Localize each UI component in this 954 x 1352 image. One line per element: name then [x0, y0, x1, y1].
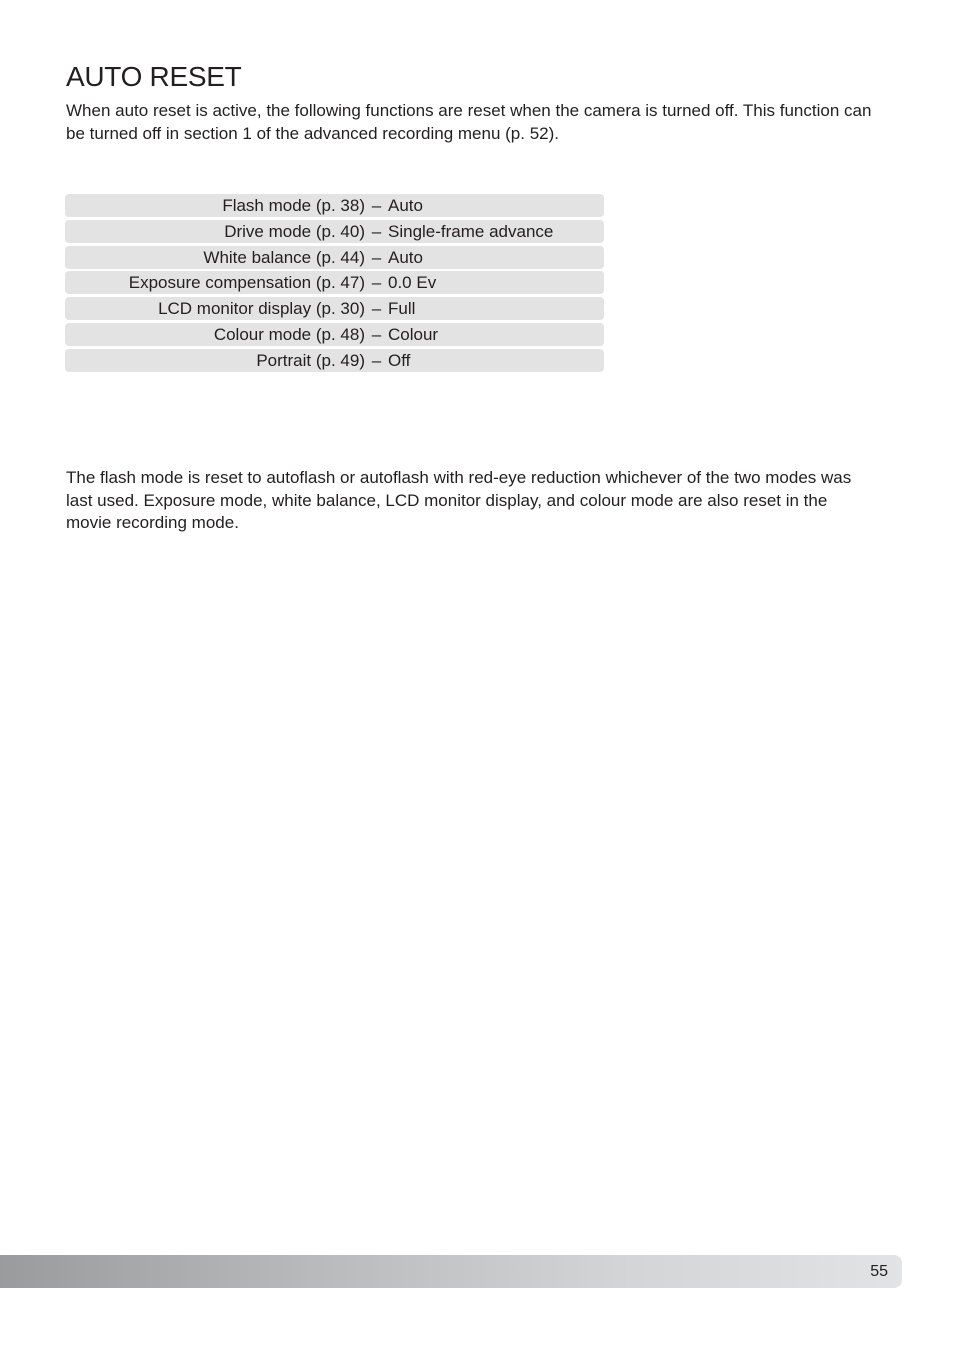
table-row [65, 297, 604, 320]
page-number: 55 [870, 1263, 888, 1280]
dash-separator: – [371, 221, 382, 241]
table-row [65, 246, 604, 269]
reset-value: Full [388, 299, 416, 319]
intro-paragraph: When auto reset is active, the following functions are reset when the camera is turned off. This function can be turned off in section 1 of the advanced recording menu (p. 52). [66, 101, 872, 143]
function-name: Flash mode (p. 38) [222, 196, 365, 215]
function-name: Exposure compensation (p. 47) [128, 273, 365, 293]
dash-separator: – [371, 324, 382, 344]
reset-value: 0.0 Ev [388, 273, 437, 293]
dash-separator: – [371, 247, 382, 267]
footer-bar [0, 1255, 902, 1288]
function-name: Drive mode (p. 40) [224, 221, 365, 241]
table-row [65, 194, 604, 217]
function-name: Colour mode (p. 48) [213, 324, 365, 344]
reset-value: Colour [388, 324, 439, 344]
reset-value: Off [388, 350, 411, 370]
reset-functions-table [65, 194, 604, 375]
table-row [65, 271, 604, 294]
dash-separator: – [371, 196, 382, 215]
table-row [65, 349, 604, 372]
reset-value: Single-frame advance [388, 221, 554, 241]
function-name: White balance (p. 44) [203, 247, 365, 267]
dash-separator: – [371, 299, 382, 319]
table-row [65, 323, 604, 346]
reset-value: Auto [388, 196, 423, 215]
reset-value: Auto [388, 247, 423, 267]
dash-separator: – [371, 273, 382, 293]
dash-separator: – [371, 350, 382, 370]
note-paragraph: The flash mode is reset to autoflash or autoflash with red-eye reduction whichever of the two modes was last used. Exposure mode, white balance, LCD monitor display, and colour mode are also reset in the movie recording mode. [66, 468, 852, 532]
function-name: LCD monitor display (p. 30) [158, 299, 365, 319]
page-title: AUTO RESET [66, 61, 242, 92]
function-name: Portrait (p. 49) [256, 350, 365, 370]
table-row [65, 220, 604, 243]
